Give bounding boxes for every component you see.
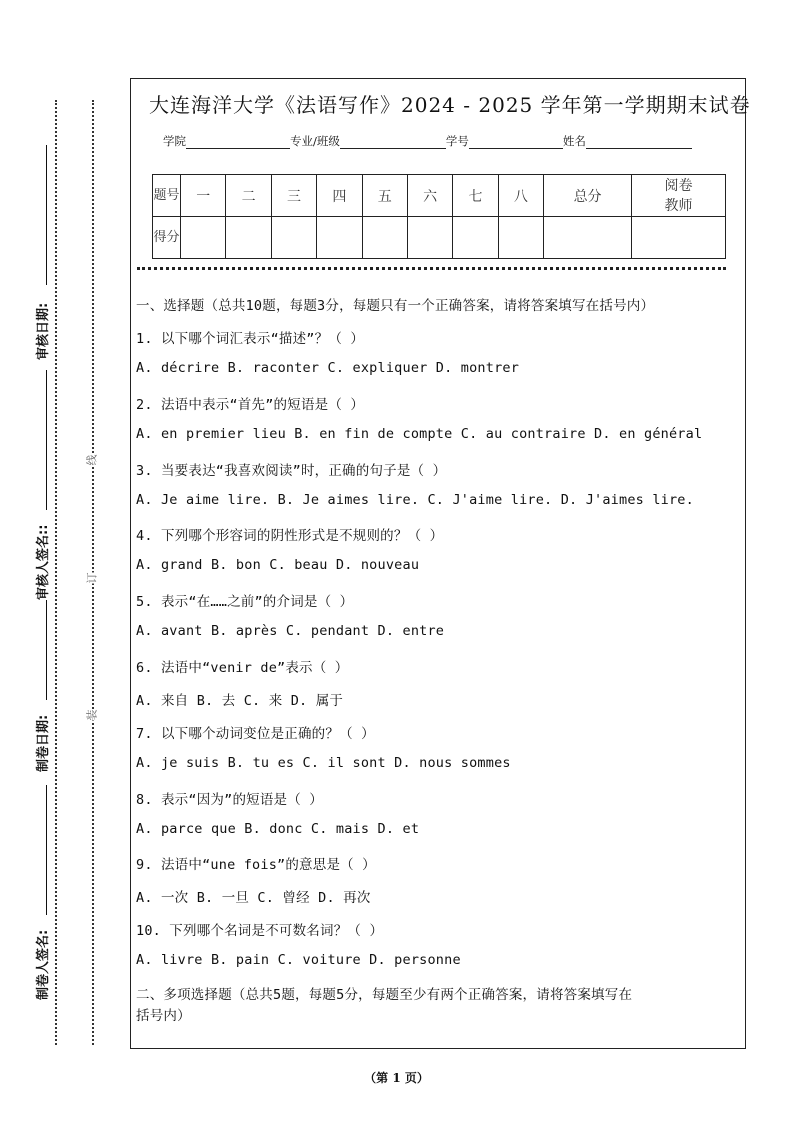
col-header: 六 bbox=[407, 175, 452, 217]
col-header: 八 bbox=[498, 175, 543, 217]
col-header-total: 总分 bbox=[544, 175, 632, 217]
college-label: 学院 bbox=[163, 134, 186, 148]
question-1: 1. 以下哪个词汇表示“描述”？（ ） bbox=[136, 331, 365, 347]
score-cell bbox=[362, 217, 407, 259]
question-5-options: A. avant B. après C. pendant D. entre bbox=[136, 623, 445, 640]
maker-signature-label: 制卷人签名: bbox=[36, 929, 51, 1000]
question-10-options: A. livre B. pain C. voiture D. personne bbox=[136, 952, 461, 969]
major-class-label: 专业/班级 bbox=[290, 134, 340, 148]
question-8-options: A. parce que B. donc C. mais D. et bbox=[136, 820, 420, 837]
col-header: 三 bbox=[271, 175, 316, 217]
question-1-options: A. décrire B. raconter C. expliquer D. montrer bbox=[136, 360, 520, 376]
college-field[interactable] bbox=[186, 137, 290, 149]
col-header-grader: 阅卷教师 bbox=[632, 175, 726, 217]
row-header-score: 得分 bbox=[153, 217, 181, 259]
maker-date-line bbox=[46, 600, 47, 700]
review-date-label: 审核日期: bbox=[36, 302, 51, 360]
score-cell bbox=[498, 217, 543, 259]
reviewer-signature-line bbox=[46, 370, 47, 510]
question-9-options: A. 一次 B. 一旦 C. 曾经 D. 再次 bbox=[136, 890, 371, 907]
dotted-separator bbox=[137, 267, 726, 270]
student-id-label: 学号 bbox=[445, 134, 469, 148]
score-cell bbox=[271, 217, 316, 259]
major-class-field[interactable] bbox=[340, 137, 446, 149]
section2-heading-cont: 括号内） bbox=[136, 1008, 191, 1024]
question-3: 3. 当要表达“我喜欢阅读”时，正确的句子是（ ） bbox=[136, 462, 447, 479]
exam-frame bbox=[130, 78, 751, 1049]
question-4: 4. 下列哪个形容词的阴性形式是不规则的？（ ） bbox=[136, 528, 444, 545]
maker-date-label: 制卷日期: bbox=[36, 714, 51, 772]
col-header: 五 bbox=[362, 175, 407, 217]
name-field[interactable] bbox=[586, 137, 692, 149]
question-5: 5. 表示“在……之前”的介词是（ ） bbox=[136, 594, 354, 611]
score-cell bbox=[544, 217, 632, 259]
score-cell bbox=[181, 217, 226, 259]
name-label: 姓名 bbox=[562, 134, 586, 148]
section2-heading: 二、多项选择题（总共5题，每题5分，每题至少有两个正确答案，请将答案填写在 bbox=[136, 987, 633, 1003]
binding-margin bbox=[30, 120, 54, 1000]
question-4-options: A. grand B. bon C. beau D. nouveau bbox=[136, 557, 420, 574]
student-id-field[interactable] bbox=[469, 137, 563, 149]
exam-title: 大连海洋大学《法语写作》2024 - 2025 学年第一学期期末试卷 bbox=[149, 93, 751, 117]
score-cell bbox=[226, 217, 271, 259]
binding-char-xian: 线 bbox=[85, 454, 99, 466]
reviewer-signature-label: 审核人签名:: bbox=[36, 524, 51, 600]
col-header: 一 bbox=[181, 175, 226, 217]
page-number: （第 1 页） bbox=[364, 1071, 429, 1085]
score-cell bbox=[632, 217, 726, 259]
student-info-row bbox=[163, 133, 692, 149]
row-header-question-no: 题号 bbox=[153, 175, 181, 217]
col-header: 四 bbox=[317, 175, 362, 217]
maker-signature-line bbox=[46, 785, 47, 915]
binding-char-zhuang: 装 bbox=[85, 709, 99, 721]
binding-char-ding: 订 bbox=[85, 572, 99, 584]
score-table bbox=[152, 174, 726, 259]
review-date-line bbox=[46, 145, 47, 285]
question-6-options: A. 来自 B. 去 C. 来 D. 属于 bbox=[136, 693, 344, 709]
question-8: 8. 表示“因为”的短语是（ ） bbox=[136, 791, 323, 808]
question-7: 7. 以下哪个动词变位是正确的？（ ） bbox=[136, 725, 375, 742]
score-cell bbox=[317, 217, 362, 259]
score-cell bbox=[453, 217, 498, 259]
dotted-cut-line-outer bbox=[55, 100, 57, 1045]
question-9: 9. 法语中“une fois”的意思是（ ） bbox=[136, 857, 376, 874]
col-header: 二 bbox=[226, 175, 271, 217]
question-7-options: A. je suis B. tu es C. il sont D. nous sommes bbox=[136, 754, 511, 771]
question-6: 6. 法语中“venir de”表示（ ） bbox=[136, 660, 349, 676]
section1-heading: 一、选择题（总共10题，每题3分，每题只有一个正确答案，请将答案填写在括号内） bbox=[136, 298, 655, 314]
question-10: 10. 下列哪个名词是不可数名词？（ ） bbox=[136, 923, 384, 940]
question-2-options: A. en premier lieu B. en fin de compte C. au contraire D. en général bbox=[136, 425, 703, 442]
question-2: 2. 法语中表示“首先”的短语是（ ） bbox=[136, 396, 365, 413]
score-cell bbox=[407, 217, 452, 259]
question-3-options: A. Je aime lire. B. Je aimes lire. C. J'aime lire. D. J'aimes lire. bbox=[136, 491, 694, 508]
col-header: 七 bbox=[453, 175, 498, 217]
